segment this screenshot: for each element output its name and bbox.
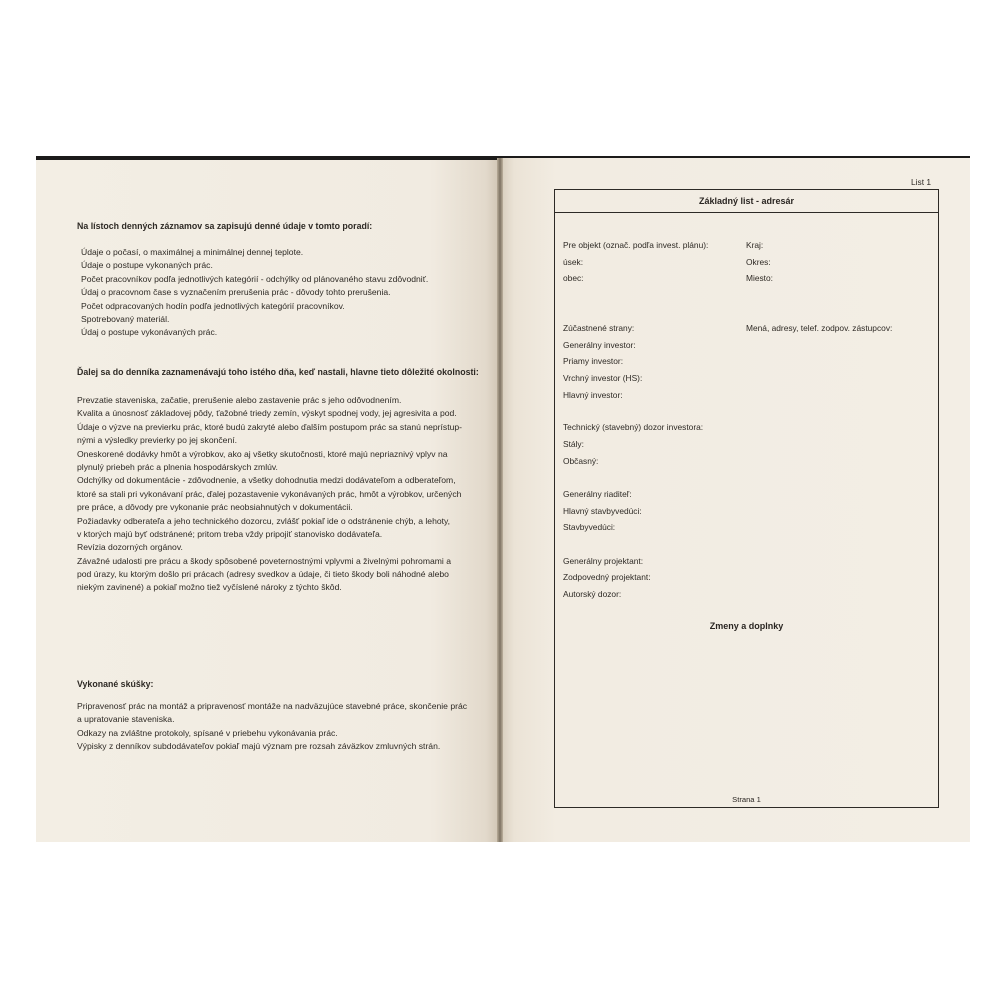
list-item: niekým zavinené) a pokiaľ možno tiež vyčíslené nároky z týchto škôd.: [77, 582, 342, 593]
daily-data-list: [81, 246, 428, 340]
list-item: Údaje o výzve na previerku prác, ktoré budú zakryté alebo ďalším postupom prác sa stanú neprístup-: [77, 421, 463, 432]
label-obec: obec:: [563, 273, 584, 283]
list-item: v ktorých majú byť odstránené; pritom treba vždy pripojiť stanovisko dodávateľa.: [77, 528, 383, 539]
tests-list: [77, 700, 467, 754]
list-item: Spotrebovaný materiál.: [81, 313, 170, 324]
label-mena-adresy: Mená, adresy, telef. zodpov. zástupcov:: [746, 323, 893, 333]
label-pre-objekt: Pre objekt (označ. podľa invest. plánu):: [563, 240, 709, 250]
list-item: Závažné udalosti pre prácu a škody spôsobené poveternostnými vplyvmi a živelnými pohromami a: [77, 555, 452, 566]
label-hlavny-investor: Hlavný investor:: [563, 390, 623, 400]
label-zucastnene-strany: Zúčastnené strany:: [563, 323, 635, 333]
book-gutter: [497, 158, 503, 842]
heading-tests: Vykonané skúšky:: [77, 679, 154, 689]
list-item: Pripravenosť prác na montáž a pripravenosť montáže na nadväzujúce stavebné práce, skončenie prác: [77, 701, 468, 711]
label-usek: úsek:: [563, 257, 584, 267]
page-number: Strana 1: [732, 795, 761, 804]
label-generalny-riaditel: Generálny riaditeľ:: [563, 489, 632, 499]
label-generalny-projektant: Generálny projektant:: [563, 556, 644, 566]
heading-important-circumstances: Ďalej sa do denníka zaznamenávajú toho istého dňa, keď nastali, hlavne tieto dôležité okolnosti:: [77, 367, 479, 377]
list-item: Počet pracovníkov podľa jednotlivých kategórií - odchýlky od plánovaného stavu zdôvodniť.: [81, 273, 429, 284]
label-hlavny-stavbyveduci: Hlavný stavbyvedúci:: [563, 506, 642, 516]
label-priamy-investor: Priamy investor:: [563, 356, 624, 366]
label-obcasny: Občasný:: [563, 456, 599, 466]
list-item: Údaj o pracovnom čase s vyznačením prerušenia prác - dôvody tohto prerušenia.: [81, 287, 391, 298]
list-item: Oneskorené dodávky hmôt a výrobkov, ako aj všetky skutočnosti, ktoré majú nepriaznivý vplyv na: [77, 448, 448, 459]
form-title: Základný list - adresár: [555, 190, 938, 213]
label-miesto: Miesto:: [746, 273, 773, 283]
heading-daily-records: Na lístoch denných záznamov sa zapisujú denné údaje v tomto poradí:: [77, 221, 373, 231]
sheet-label: List 1: [911, 177, 932, 187]
label-okres: Okres:: [746, 257, 771, 267]
list-item: plynulý priebeh prác a plnenia hospodárskych zmlúv.: [77, 461, 278, 472]
label-generalny-investor: Generálny investor:: [563, 340, 636, 350]
list-item: Údaj o postupe vykonávaných prác.: [81, 327, 218, 338]
list-item: Kvalita a únosnosť základovej pôdy, ťažobné triedy zemín, výskyt spodnej vody, jej agresivita a pod.: [77, 408, 457, 419]
label-kraj: Kraj:: [746, 240, 764, 250]
list-item: Odchýlky od dokumentácie - zdôvodnenie, a všetky dohodnutia medzi dodávateľom a odberateľom,: [77, 475, 456, 486]
list-item: Prevzatie staveniska, začatie, prerušenie alebo zastavenie prác s jeho odôvodnením.: [77, 395, 402, 405]
changes-heading: Zmeny a doplnky: [709, 621, 784, 631]
circumstances-list: [77, 394, 462, 595]
list-item: Údaje o postupe vykonaných prác.: [81, 260, 213, 271]
list-item: Revízia dozorných orgánov.: [77, 542, 183, 553]
label-vrchny-investor: Vrchný investor (HS):: [563, 373, 643, 383]
list-item: nými a výsledky previerky po jej skončení.: [77, 435, 238, 446]
list-item: ktoré sa stali pri vykonávaní prác, ďalej pozastavenie vykonávaných prác, hmôt a výrobkov, určených: [77, 488, 462, 499]
label-stavbyveduci: Stavbyvedúci:: [563, 522, 616, 532]
list-item: Údaje o počasí, o maximálnej a minimálnej dennej teplote.: [81, 247, 304, 257]
label-staly: Stály:: [563, 439, 584, 449]
list-item: Požiadavky odberateľa a jeho technického dozorcu, zvlášť pokiaľ ide o odstránenie chýb, a lehoty,: [77, 515, 451, 526]
list-item: Počet odpracovaných hodín podľa jednotlivých kategórií pracovníkov.: [81, 300, 345, 311]
list-item: pod úrazy, ku ktorým došlo pri prácach (adresy svedkov a údaje, či tieto škody boli náhodné alebo: [77, 569, 449, 580]
list-item: pre práce, a dôvody pre vykonanie prác neobsiahnutých v dokumentácii.: [77, 502, 353, 513]
list-item: a upratovanie staveniska.: [77, 714, 175, 725]
label-technicky-dozor: Technický (stavebný) dozor investora:: [563, 422, 704, 432]
list-item: Výpisky z denníkov subdodávateľov pokiaľ majú význam pre rozsah záväzkov zmluvných strán.: [77, 741, 441, 752]
list-item: Odkazy na zvláštne protokoly, spísané v priebehu vykonávania prác.: [77, 727, 338, 738]
label-autorsky-dozor: Autorský dozor:: [563, 589, 622, 599]
label-zodpovedny-projektant: Zodpovedný projektant:: [563, 572, 651, 582]
